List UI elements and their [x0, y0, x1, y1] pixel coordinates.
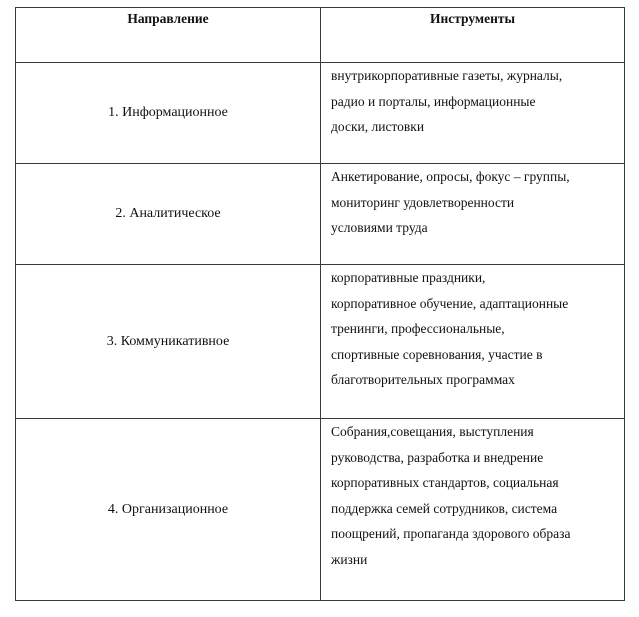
tools-line: жизни [331, 551, 368, 567]
tools-line: корпоративных стандартов, социальная [331, 475, 559, 490]
tools-line: тренинги, профессиональные, [331, 321, 505, 336]
table-row [16, 164, 625, 265]
tools-line: радио и порталы, информационные [331, 93, 536, 109]
tools-line: поддержка семей сотрудников, система [331, 500, 558, 516]
header-row [16, 8, 625, 63]
table-row [16, 265, 625, 419]
tools-line: поощрений, пропаганда здорового образа [331, 526, 571, 541]
table-row [16, 419, 625, 601]
direction-cell: 4. Организационное [16, 419, 321, 601]
header-direction: Направление [16, 8, 321, 63]
tools-cell [321, 164, 625, 265]
tools-line: мониторинг удовлетворенности [331, 194, 515, 210]
tools-cell [321, 63, 625, 164]
tools-line: корпоративное обучение, адаптационные [331, 295, 569, 311]
tools-cell [321, 419, 625, 601]
direction-cell: 2. Аналитическое [16, 164, 321, 265]
direction-cell: 1. Информационное [16, 63, 321, 164]
tools-cell [321, 265, 625, 419]
tools-line: внутрикорпоративные газеты, журналы, [331, 68, 563, 83]
tools-line: благотворительных программах [331, 372, 515, 387]
tools-line: Анкетирование, опросы, фокус – группы, [331, 169, 570, 184]
tools-line: спортивные соревнования, участие в [331, 346, 543, 362]
tools-line: руководства, разработка и внедрение [331, 449, 544, 465]
directions-table [15, 7, 625, 601]
tools-line: условиями труда [331, 220, 428, 235]
tools-line: доски, листовки [331, 119, 425, 134]
direction-cell: 3. Коммуникативное [16, 265, 321, 419]
tools-line: Собрания,совещания, выступления [331, 424, 534, 439]
table-row [16, 63, 625, 164]
tools-line: корпоративные праздники, [331, 270, 486, 285]
header-tools: Инструменты [321, 8, 625, 63]
